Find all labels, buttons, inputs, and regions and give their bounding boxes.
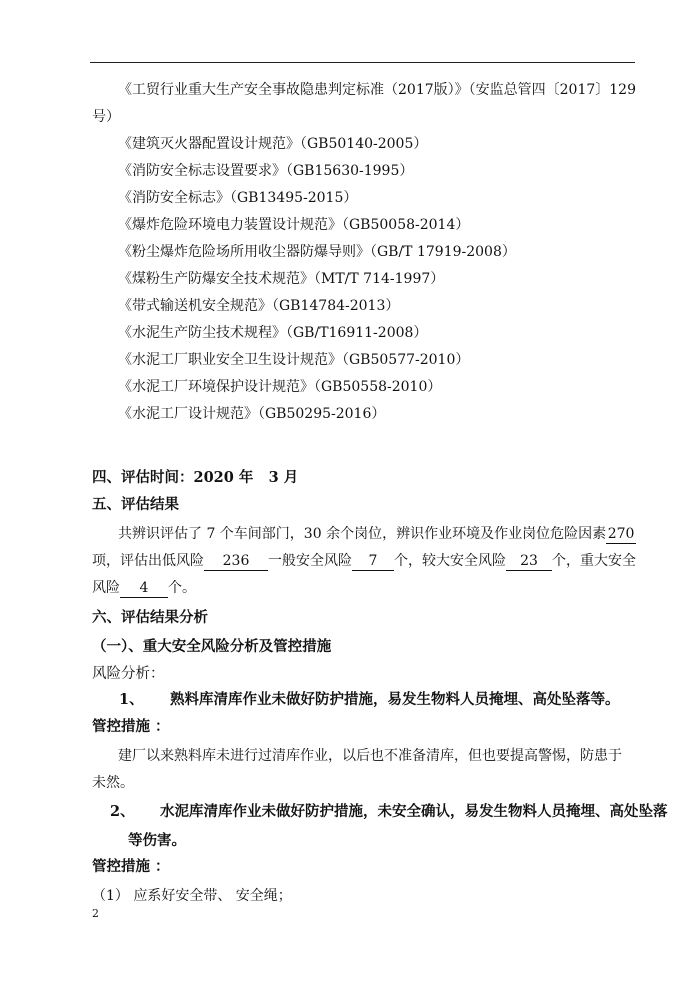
result-text: 个，重大安全 (552, 553, 636, 569)
result-text: 风险 (92, 580, 120, 596)
standard-item: 《水泥工厂设计规范》（GB50295-2016） (118, 406, 386, 422)
standard-item: 《消防安全标志》（GB13495-2015） (118, 190, 358, 206)
section4-label: 四、评估时间： (92, 469, 194, 486)
standard-item: 《建筑灭火器配置设计规范》（GB50140-2005） (118, 136, 428, 152)
section5-heading: 五、评估结果 (92, 496, 179, 513)
risk-item-1-number: 1、 (119, 691, 144, 708)
result-text: 一般安全风险 (268, 553, 352, 569)
risk-item-2-line-1: 水泥库清库作业未做好防护措施，未安全确认，易发生物料人员掩埋、高处坠落 (160, 803, 668, 820)
risk-item-1-text: 熟料库清库作业未做好防护措施，易发生物料人员掩埋、高处坠落等。 (170, 691, 620, 708)
section4-year: 2020 (193, 469, 234, 486)
control-measure-2-1: （1） 应系好安全带、 安全绳； (92, 888, 292, 904)
larger-risk-value: 23 (506, 553, 552, 571)
result-text: 个。 (168, 580, 196, 596)
result-paragraph-line-2 (92, 551, 636, 571)
control-measures-1-line-1: 建厂以来熟料库未进行过清库作业，以后也不准备清库，但也要提高警惕，防患于 (118, 748, 622, 764)
low-risk-value: 236 (204, 553, 268, 571)
major-risk-value: 4 (120, 580, 168, 598)
result-text: 共辨识评估了 7 个车间部门，30 余个岗位，辨识作业环境及作业岗位危险因素 (118, 526, 607, 542)
section4-month: 3 (268, 469, 279, 486)
section6-heading: 六、评估结果分析 (92, 609, 208, 626)
section4-heading (92, 468, 298, 488)
total-hazards-value: 270 (607, 526, 635, 542)
control-measures-label: 管控措施 ： (92, 858, 170, 875)
standard-item: 《消防安全标志设置要求》（GB15630-1995） (118, 163, 414, 179)
header-rule (90, 62, 635, 63)
section4-year-unit: 年 (238, 469, 254, 486)
page-number: 2 (92, 907, 99, 920)
result-text: 项，评估出低风险 (92, 553, 204, 569)
result-paragraph-line-3 (92, 578, 196, 598)
control-measures-label: 管控措施 ： (92, 718, 170, 735)
risk-item-2-line-2: 等伤害。 (128, 832, 186, 849)
standard-item: 《煤粉生产防爆安全技术规范》（MT/T 714-1997） (118, 271, 445, 287)
general-risk-value: 7 (352, 553, 394, 571)
standard-item: 《粉尘爆炸危险场所用收尘器防爆导则》（GB/T 17919-2008） (118, 244, 516, 260)
risk-analysis-label: 风险分析： (92, 666, 165, 682)
section4-month-unit: 月 (283, 469, 299, 486)
standard-item: 《水泥工厂环境保护设计规范》（GB50558-2010） (118, 379, 442, 395)
result-text: 个，较大安全风险 (394, 553, 506, 569)
control-measures-1-line-2: 未然。 (92, 775, 134, 791)
section6-subheading: （一）、重大安全风险分析及管控措施 (92, 638, 332, 655)
standard-item: 《爆炸危险环境电力装置设计规范》（GB50058-2014） (118, 217, 470, 233)
standard-item: 《水泥工厂职业安全卫生设计规范》（GB50577-2010） (118, 352, 470, 368)
standard-item: 《带式输送机安全规范》（GB14784-2013） (118, 298, 400, 314)
result-paragraph-line-1 (118, 524, 636, 544)
standard-item: 《水泥生产防尘技术规程》（GB/T16911-2008） (118, 325, 428, 341)
standard-item-1-line-2: 号） (92, 109, 120, 125)
standard-item-1-line-1: 《工贸行业重大生产安全事故隐患判定标准（2017版）》（安监总管四〔2017〕129 (118, 82, 636, 98)
risk-item-2-number: 2、 (110, 803, 135, 820)
